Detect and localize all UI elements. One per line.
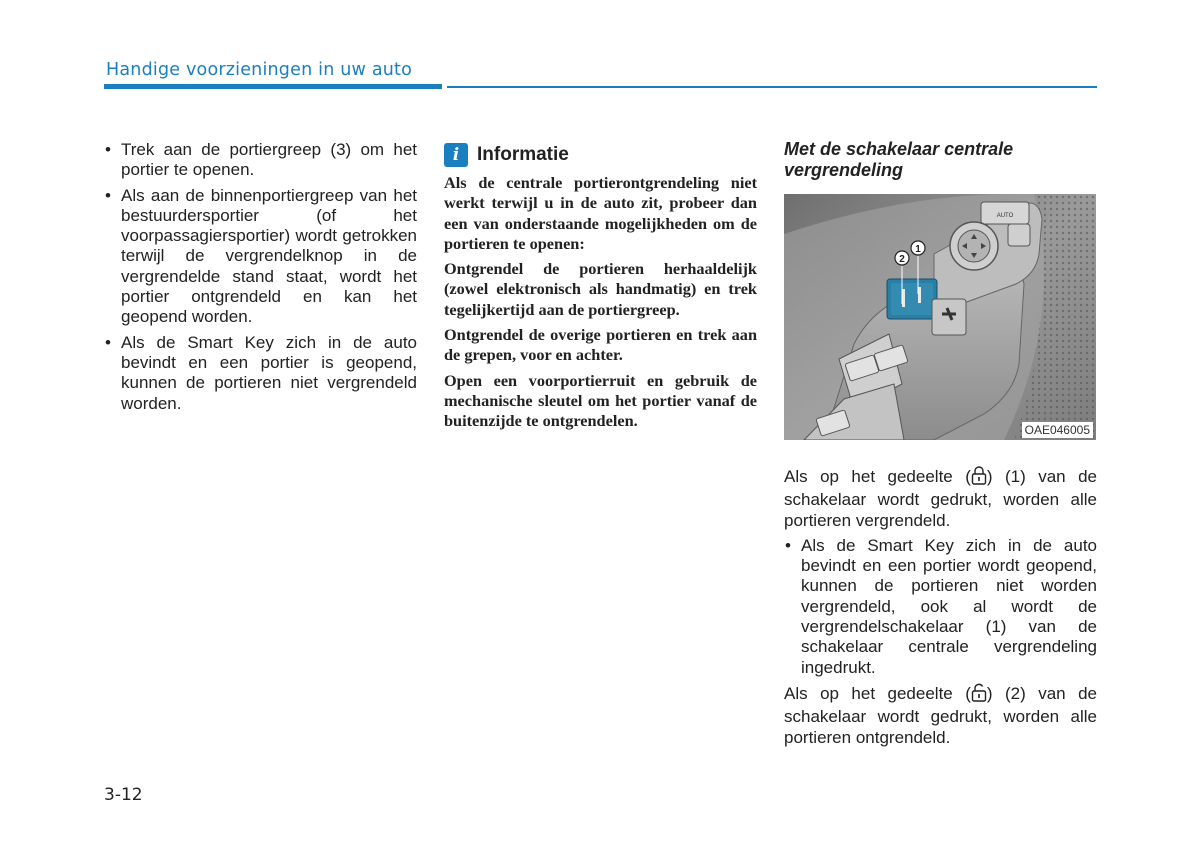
callout-1: 1 — [915, 244, 921, 255]
unlock-icon — [971, 683, 987, 707]
paragraph-lock-before: Als op het gedeelte ( — [784, 467, 971, 486]
page-number: 3-12 — [104, 785, 143, 805]
info-paragraph: Als de centrale portierontgrendeling niet werkt terwijl u in de auto zit, probeer dan een van onderstaande mogelijkheden om de portieren te openen: — [444, 173, 757, 253]
bullet-list — [784, 536, 1097, 678]
info-title: Informatie — [477, 144, 569, 165]
info-paragraph: Ontgrendel de overige portieren en trek aan de grepen, voor en achter. — [444, 325, 757, 365]
door-switch-figure — [784, 194, 1096, 440]
column-1 — [104, 140, 417, 419]
info-paragraph: Ontgrendel de portieren herhaaldelijk (zowel elektronisch als handmatig) en trek tegelijkertijd aan de portiergreep. — [444, 259, 757, 319]
section-title: Met de schakelaar centrale vergrendeling — [784, 139, 1014, 180]
column-3 — [784, 139, 1097, 748]
lock-icon — [971, 466, 987, 490]
header-rule-thick — [104, 84, 442, 89]
list-item: • Als aan de binnenportiergreep van het bestuurdersportier (of het voorpassagiersportier) wordt getrokken terwijl de vergrendelknop in de vergrendelde stand staat, wordt het portier ontgrendeld en kan het geopend worden. — [104, 186, 417, 328]
header-title: Handige voorzieningen in uw auto — [106, 60, 413, 80]
paragraph-unlock — [784, 683, 1097, 748]
list-item: • Trek aan de portiergreep (3) om het portier te openen. — [104, 140, 417, 181]
door-switch-illustration — [784, 194, 1096, 440]
info-header — [444, 143, 757, 167]
paragraph-lock — [784, 466, 1097, 531]
header-rule-thin — [447, 86, 1097, 88]
info-paragraph: Open een voorportierruit en gebruik de mechanische sleutel om het portier vanaf de buitenzijde te ontgrendelen. — [444, 370, 757, 431]
paragraph-unlock-before: Als op het gedeelte ( — [784, 683, 971, 703]
list-item: • Als de Smart Key zich in de auto bevindt en een portier is geopend, kunnen de portieren niet vergrendeld worden. — [104, 333, 417, 414]
callout-2: 2 — [899, 254, 905, 265]
auto-label: AUTO — [996, 213, 1014, 219]
list-item: • Als de Smart Key zich in de auto bevindt en een portier wordt geopend, kunnen de portieren niet worden vergrendeld, ook al wordt de vergrendelschakelaar (1) van de schakelaar centrale vergrendeling ingedrukt. — [784, 536, 1097, 678]
info-box — [444, 143, 757, 437]
figure-code: OAE046005 — [1022, 422, 1093, 438]
paragraph-lock-after: ) (1) van de schakelaar wordt gedrukt, worden alle portieren vergrendeld. — [784, 467, 1097, 530]
paragraph-unlock-after: ) (2) van de schakelaar wordt gedrukt, worden alle portieren ontgrendeld. — [784, 683, 1097, 747]
info-icon: i — [444, 143, 468, 167]
bullet-list — [104, 140, 417, 414]
